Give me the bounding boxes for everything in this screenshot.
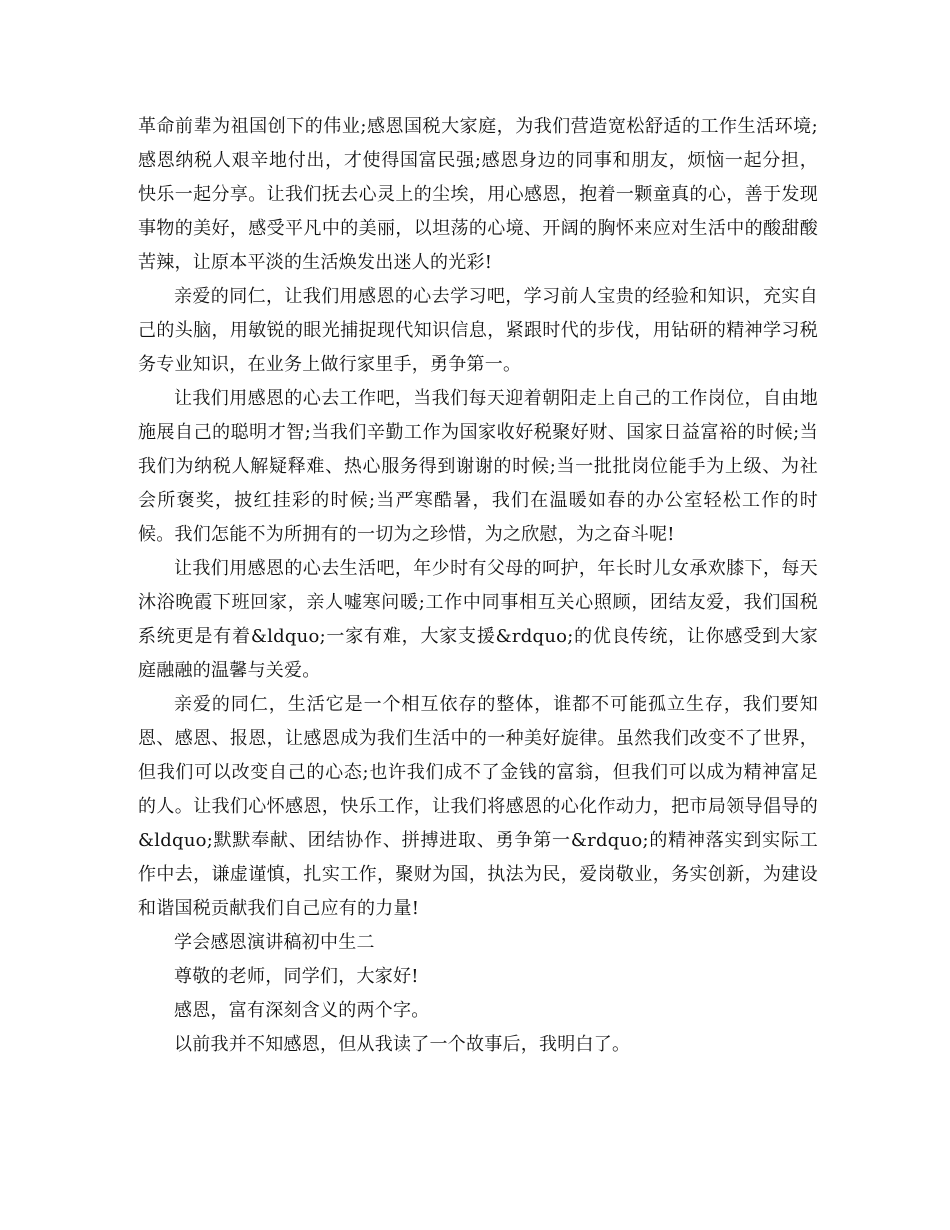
paragraph-continued-gratitude: 革命前辈为祖国创下的伟业;感恩国税大家庭，为我们营造宽松舒适的工作生活环境;感恩纳税人艰辛地付出，才使得国富民强;感恩身边的同事和朋友，烦恼一起分担，快乐一起分享。让我们抚去心灵上的尘埃，用心感恩，抱着一颗童真的心，善于发现事物的美好，感受平凡中的美丽，以坦荡的心境、开阔的胸怀来应对生活中的酸甜酸苦辣，让原本平淡的生活焕发出迷人的光彩! [138,116,818,273]
paragraph-study: 亲爱的同仁，让我们用感恩的心去学习吧，学习前人宝贵的经验和知识，充实自己的头脑，用敏锐的眼光捕捉现代知识信息，紧跟时代的步伐，用钻研的精神学习税务专业知识，在业务上做行家里手，勇争第一。 [138,286,818,375]
paragraph-story-intro: 以前我并不知感恩，但从我读了一个故事后，我明白了。 [174,1034,631,1055]
document-body [138,110,818,1062]
paragraph-conclusion: 亲爱的同仁，生活它是一个相互依存的整体，谁都不可能孤立生存，我们要知恩、感恩、报恩，让感恩成为我们生活中的一种美好旋律。虽然我们改变不了世界，但我们可以改变自己的心态;也许我们成不了金钱的富翁，但我们可以成为精神富足的人。让我们心怀感恩，快乐工作，让我们将感恩的心化作动力，把市局领导倡导的&ldquo;默默奉献、团结协作、拼搏进取、勇争第一&rdquo;的精神落实到实际工作中去，谦虚谨慎，扎实工作，聚财为国，执法为民，爱岗敬业，务实创新，为建设和谐国税贡献我们自己应有的力量! [138,694,818,919]
paragraph-work: 让我们用感恩的心去工作吧，当我们每天迎着朝阳走上自己的工作岗位，自由地施展自己的聪明才智;当我们辛勤工作为国家收好税聚好财、国家日益富裕的时候;当我们为纳税人解疑释难、热心服务得到谢谢的时候;当一批批岗位能手为上级、为社会所褒奖，披红挂彩的时候;当严寒酷暑，我们在温暖如春的办公室轻松工作的时候。我们怎能不为所拥有的一切为之珍惜，为之欣慰，为之奋斗呢! [138,388,818,545]
section-heading: 学会感恩演讲稿初中生二 [174,932,375,953]
paragraph-life: 让我们用感恩的心去生活吧，年少时有父母的呵护，年长时儿女承欢膝下，每天沐浴晚霞下班回家，亲人嘘寒问暖;工作中同事相互关心照顾，团结友爱，我们国税系统更是有着&ldquo;一家有难，大家支援&rdquo;的优良传统，让你感受到大家庭融融的温馨与关爱。 [138,558,818,681]
paragraph-gratitude-meaning: 感恩，富有深刻含义的两个字。 [174,1000,430,1021]
paragraph-greeting: 尊敬的老师，同学们，大家好! [174,966,419,987]
